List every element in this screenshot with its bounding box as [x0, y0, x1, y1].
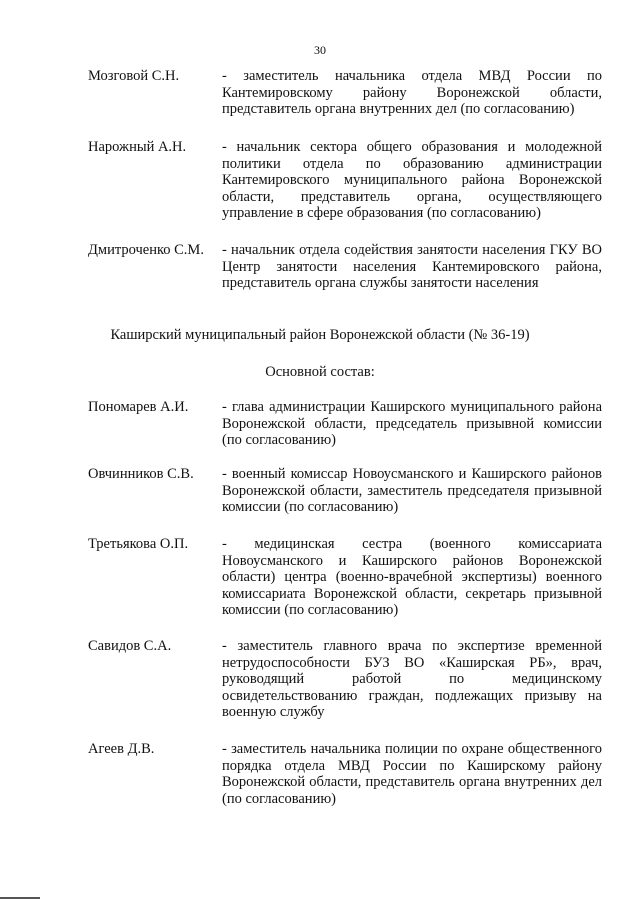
member-name: Дмитроченко С.М. [88, 242, 204, 258]
member-name: Третьякова О.П. [88, 536, 189, 552]
member-description: - заместитель главного врача по экспертизе временной нетрудоспособности БУЗ ВО «Каширская РБ», врач, руководящий работой по медицинскому освидетельствованию граждан, подлежащих призыву на военную службу [222, 638, 602, 720]
member-description: - начальник сектора общего образования и молодежной политики отдела по образованию администрации Кантемировского муниципального района Воронежской области, представитель органа, осуществляющего управление в сфере образования (по согласованию) [222, 139, 602, 221]
composition-heading: Основной состав: [265, 364, 375, 380]
member-name: Савидов С.А. [88, 638, 172, 654]
member-description: - медицинская сестра (военного комиссариата Новоусманского и Каширского районов Воронежской области) центра (военно-врачебной экспертизы) военного комиссариата Воронежской области, секретарь призывной комиссии (по согласованию) [222, 536, 602, 618]
member-name: Пономарев А.И. [88, 399, 189, 415]
page-number: 30 [314, 43, 326, 57]
member-description: - глава администрации Каширского муниципального района Воронежской области, председатель призывной комиссии (по согласованию) [222, 399, 602, 448]
member-description: - военный комиссар Новоусманского и Каширского районов Воронежской области, заместитель председателя призывной комиссии (по согласованию) [222, 466, 602, 515]
member-description: - заместитель начальника полиции по охране общественного порядка отдела МВД России по Каширскому району Воронежской области, представитель органа внутренних дел (по согласованию) [222, 741, 602, 807]
member-name: Агеев Д.В. [88, 741, 155, 757]
member-name: Нарожный А.Н. [88, 139, 187, 155]
member-description: - заместитель начальника отдела МВД России по Кантемировскому району Воронежской области, представитель органа внутренних дел (по согласованию) [222, 68, 602, 117]
district-heading: Каширский муниципальный район Воронежской области (№ 36-19) [110, 327, 530, 343]
member-name: Овчинников С.В. [88, 466, 194, 482]
member-name: Мозговой С.Н. [88, 68, 180, 84]
member-description: - начальник отдела содействия занятости населения ГКУ ВО Центр занятости населения Кантемировского района, представитель органа службы занятости населения [222, 242, 602, 291]
